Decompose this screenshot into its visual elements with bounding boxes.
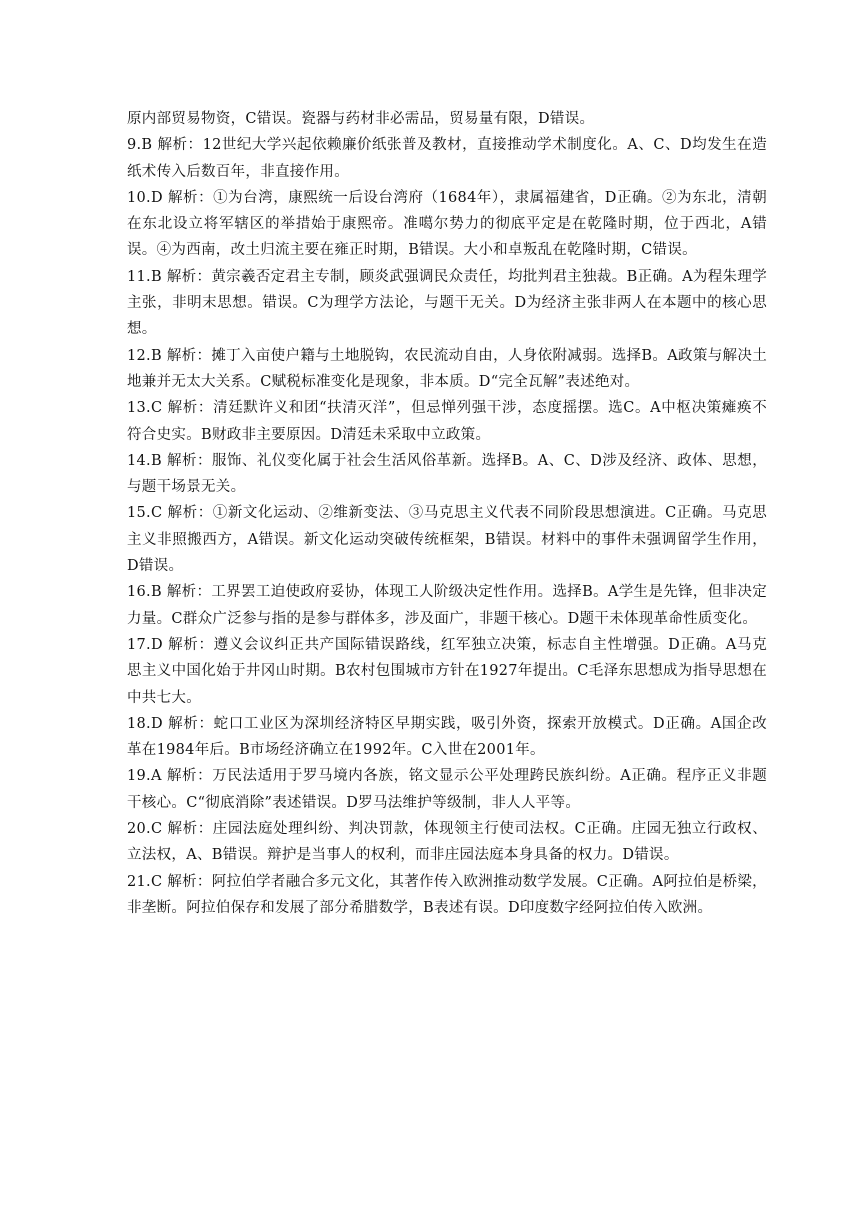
answer-19: 19.A 解析：万民法适用于罗马境内各族，铭文显示公平处理跨民族纠纷。A正确。程序正义非题干核心。C“彻底消除”表述错误。D罗马法维护等级制，非人人平等。	[127, 768, 767, 811]
answer-16: 16.B 解析：工界罢工迫使政府妥协，体现工人阶级决定性作用。选择B。A学生是先锋，但非决定力量。C群众广泛参与指的是参与群体多，涉及面广，非题干核心。D题干未体现革命性质变化。	[127, 584, 767, 627]
answer-12: 12.B 解析：摊丁入亩使户籍与土地脱钩，农民流动自由，人身依附减弱。选择B。A政策与解决土地兼并无太大关系。C赋税标准变化是现象，非本质。D“完全瓦解”表述绝对。	[127, 347, 767, 390]
answer-10: 10.D 解析：①为台湾，康熙统一后设台湾府（1684年），隶属福建省，D正确。②为东北，清朝在东北设立将军辖区的举措始于康熙帝。准噶尔势力的彻底平定是在乾隆时期，位于西北，A错误。④为西南，改土归流主要在雍正时期，B错误。大小和卓叛乱在乾隆时期，C错误。	[127, 189, 767, 259]
answer-9: 9.B 解析：12世纪大学兴起依赖廉价纸张普及教材，直接推动学术制度化。A、C、D均发生在造纸术传入后数百年，非直接作用。	[127, 137, 767, 180]
answer-15: 15.C 解析：①新文化运动、②维新变法、③马克思主义代表不同阶段思想演进。C正确。马克思主义非照搬西方，A错误。新文化运动突破传统框架，B错误。材料中的事件未强调留学生作用，D错误。	[127, 505, 767, 575]
answer-8-continuation: 原内部贸易物资，C错误。瓷器与药材非必需品，贸易量有限，D错误。	[127, 111, 595, 127]
answer-explanations	[127, 106, 767, 921]
answer-14: 14.B 解析：服饰、礼仪变化属于社会生活风俗革新。选择B。A、C、D涉及经济、政体、思想，与题干场景无关。	[127, 452, 767, 496]
answer-11: 11.B 解析：黄宗羲否定君主专制，顾炎武强调民众责任，均批判君主独裁。B正确。A为程朱理学主张，非明末思想。错误。C为理学方法论，与题干无关。D为经济主张非两人在本题中的核心思想。	[127, 268, 767, 338]
answer-17: 17.D 解析：遵义会议纠正共产国际错误路线，红军独立决策，标志自主性增强。D正确。A马克思主义中国化始于井冈山时期。B农村包围城市方针在1927年提出。C毛泽东思想成为指导思想在中共七大。	[127, 636, 767, 706]
answer-18: 18.D 解析：蛇口工业区为深圳经济特区早期实践，吸引外资，探索开放模式。D正确。A国企改革在1984年后。B市场经济确立在1992年。C入世在2001年。	[127, 715, 767, 759]
answer-21: 21.C 解析：阿拉伯学者融合多元文化，其著作传入欧洲推动数学发展。C正确。A阿拉伯是桥梁，非垄断。阿拉伯保存和发展了部分希腊数学，B表述有误。D印度数字经阿拉伯传入欧洲。	[127, 873, 767, 916]
answer-13: 13.C 解析：清廷默许义和团“扶清灭洋”，但忌惮列强干涉，态度摇摆。选C。A中枢决策瘫痪不符合史实。B财政非主要原因。D清廷未采取中立政策。	[127, 400, 767, 443]
answer-20: 20.C 解析：庄园法庭处理纠纷、判决罚款，体现领主行使司法权。C正确。庄园无独立行政权、立法权，A、B错误。辩护是当事人的权利，而非庄园法庭本身具备的权力。D错误。	[127, 821, 767, 864]
